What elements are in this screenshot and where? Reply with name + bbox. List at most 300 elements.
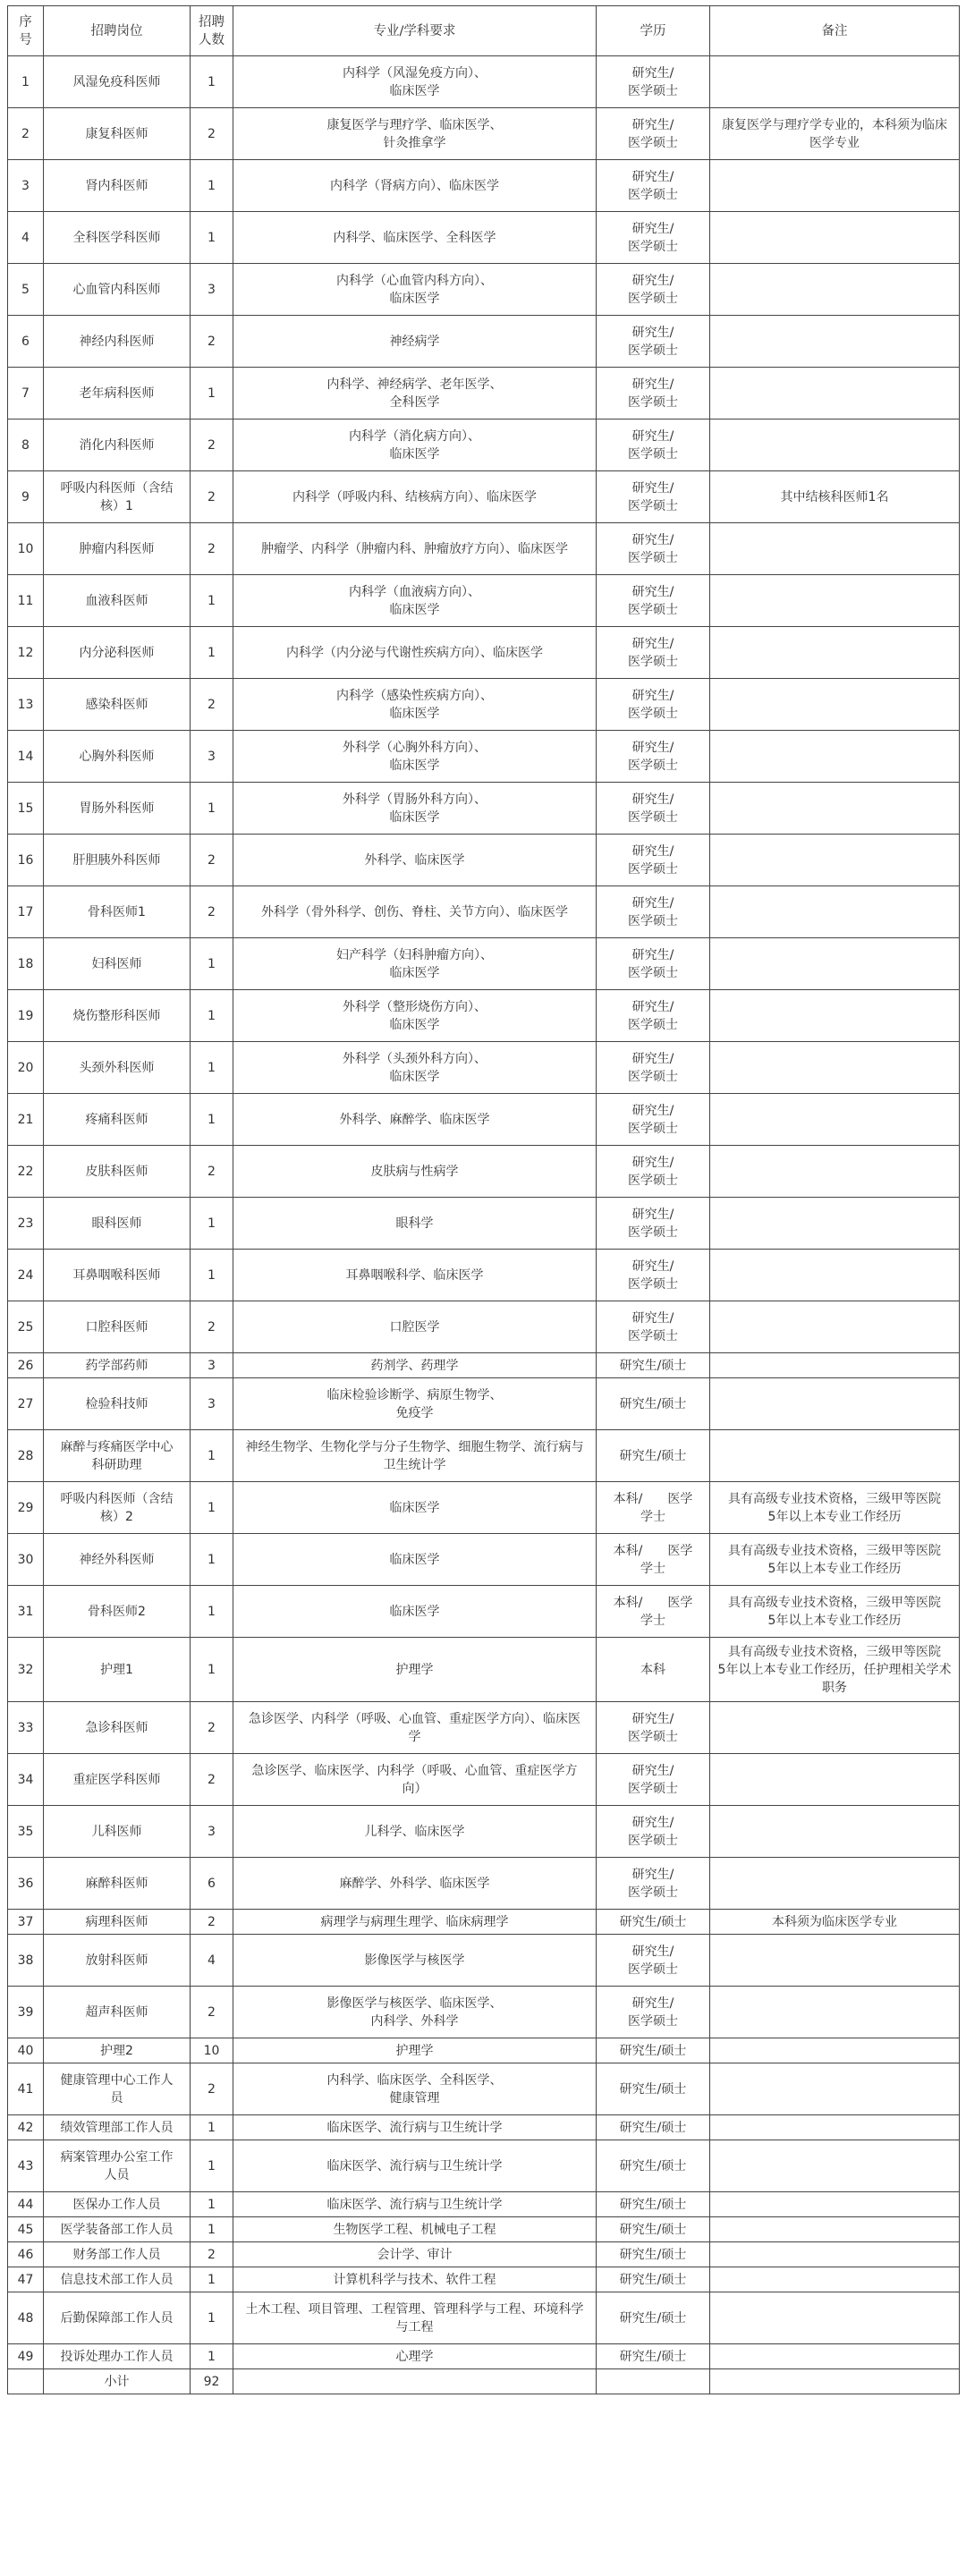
table-row	[8, 1042, 960, 1094]
seq-cell: 44	[8, 2192, 44, 2217]
major-cell: 病理学与病理生理学、临床病理学	[233, 1910, 597, 1935]
major-cell: 外科学、临床医学	[233, 835, 597, 886]
degree-cell: 研究生/ 医学硕士	[597, 56, 710, 108]
degree-cell: 研究生/ 医学硕士	[597, 1987, 710, 2038]
position-cell: 头颈外科医师	[44, 1042, 191, 1094]
count-cell: 1	[191, 1250, 233, 1301]
table-row	[8, 1198, 960, 1250]
degree-cell: 研究生/硕士	[597, 2267, 710, 2292]
seq-cell: 27	[8, 1378, 44, 1430]
count-cell: 2	[191, 1910, 233, 1935]
table-row	[8, 783, 960, 835]
seq-cell: 25	[8, 1301, 44, 1353]
major-cell: 外科学（胃肠外科方向）、 临床医学	[233, 783, 597, 835]
table-row	[8, 264, 960, 316]
count-cell: 1	[191, 2267, 233, 2292]
note-cell	[710, 160, 960, 212]
table-row	[8, 212, 960, 264]
total-label: 小计	[44, 2369, 191, 2394]
position-cell: 投诉处理办工作人员	[44, 2344, 191, 2369]
position-cell: 财务部工作人员	[44, 2242, 191, 2267]
seq-cell: 18	[8, 938, 44, 990]
seq-cell: 43	[8, 2140, 44, 2192]
table-row	[8, 1638, 960, 1702]
seq-cell: 35	[8, 1806, 44, 1858]
note-cell	[710, 1806, 960, 1858]
table-row	[8, 2242, 960, 2267]
count-cell: 6	[191, 1858, 233, 1910]
degree-cell: 研究生/硕士	[597, 2217, 710, 2242]
table-row	[8, 108, 960, 160]
major-cell: 外科学（整形烧伤方向）、 临床医学	[233, 990, 597, 1042]
major-cell: 外科学（心胸外科方向）、 临床医学	[233, 731, 597, 783]
count-cell: 1	[191, 1042, 233, 1094]
table-row	[8, 938, 960, 990]
seq-cell: 8	[8, 419, 44, 471]
degree-cell: 研究生/ 医学硕士	[597, 1042, 710, 1094]
major-cell: 临床检验诊断学、病原生物学、 免疫学	[233, 1378, 597, 1430]
major-cell: 护理学	[233, 1638, 597, 1702]
header-position: 招聘岗位	[44, 6, 191, 56]
table-row	[8, 2038, 960, 2063]
position-cell: 疼痛科医师	[44, 1094, 191, 1146]
degree-cell: 研究生/硕士	[597, 2192, 710, 2217]
degree-cell: 研究生/硕士	[597, 2038, 710, 2063]
seq-cell: 30	[8, 1534, 44, 1586]
note-cell	[710, 938, 960, 990]
count-cell: 2	[191, 1987, 233, 2038]
seq-cell: 20	[8, 1042, 44, 1094]
seq-cell: 29	[8, 1482, 44, 1534]
major-cell: 内科学、神经病学、老年医学、 全科医学	[233, 368, 597, 419]
degree-cell: 研究生/ 医学硕士	[597, 316, 710, 368]
seq-cell: 38	[8, 1935, 44, 1987]
note-cell	[710, 1430, 960, 1482]
major-cell: 内科学、临床医学、全科医学、 健康管理	[233, 2063, 597, 2115]
header-note: 备注	[710, 6, 960, 56]
major-cell: 影像医学与核医学	[233, 1935, 597, 1987]
position-cell: 病理科医师	[44, 1910, 191, 1935]
degree-cell: 研究生/硕士	[597, 2292, 710, 2344]
note-cell	[710, 1301, 960, 1353]
count-cell: 1	[191, 2217, 233, 2242]
count-cell: 1	[191, 1430, 233, 1482]
seq-cell: 41	[8, 2063, 44, 2115]
seq-cell: 31	[8, 1586, 44, 1638]
table-row	[8, 575, 960, 627]
table-row	[8, 2292, 960, 2344]
empty-cell	[597, 2369, 710, 2394]
major-cell: 内科学（消化病方向）、 临床医学	[233, 419, 597, 471]
seq-cell: 5	[8, 264, 44, 316]
degree-cell: 研究生/ 医学硕士	[597, 368, 710, 419]
position-cell: 神经内科医师	[44, 316, 191, 368]
seq-cell: 1	[8, 56, 44, 108]
degree-cell: 研究生/ 医学硕士	[597, 1301, 710, 1353]
seq-cell: 32	[8, 1638, 44, 1702]
degree-cell: 本科/ 医学 学士	[597, 1482, 710, 1534]
degree-cell: 研究生/ 医学硕士	[597, 1702, 710, 1754]
count-cell: 1	[191, 2344, 233, 2369]
major-cell: 康复医学与理疗学、临床医学、 针灸推拿学	[233, 108, 597, 160]
seq-cell: 24	[8, 1250, 44, 1301]
degree-cell: 研究生/ 医学硕士	[597, 264, 710, 316]
seq-cell: 12	[8, 627, 44, 679]
note-cell	[710, 264, 960, 316]
table-row	[8, 56, 960, 108]
degree-cell: 研究生/ 医学硕士	[597, 523, 710, 575]
seq-cell: 21	[8, 1094, 44, 1146]
count-cell: 10	[191, 2038, 233, 2063]
table-row	[8, 1094, 960, 1146]
degree-cell: 研究生/硕士	[597, 2242, 710, 2267]
note-cell	[710, 2267, 960, 2292]
count-cell: 1	[191, 1482, 233, 1534]
count-cell: 1	[191, 575, 233, 627]
major-cell: 眼科学	[233, 1198, 597, 1250]
degree-cell: 研究生/ 医学硕士	[597, 575, 710, 627]
note-cell	[710, 886, 960, 938]
major-cell: 神经生物学、生物化学与分子生物学、细胞生物学、流行病与 卫生统计学	[233, 1430, 597, 1482]
position-cell: 耳鼻咽喉科医师	[44, 1250, 191, 1301]
count-cell: 1	[191, 783, 233, 835]
degree-cell: 研究生/ 医学硕士	[597, 731, 710, 783]
count-cell: 1	[191, 2292, 233, 2344]
recruitment-table	[7, 5, 960, 2394]
table-row	[8, 1430, 960, 1482]
note-cell	[710, 835, 960, 886]
position-cell: 胃肠外科医师	[44, 783, 191, 835]
note-cell	[710, 1146, 960, 1198]
note-cell	[710, 1042, 960, 1094]
major-cell: 土木工程、项目管理、工程管理、管理科学与工程、环境科学 与工程	[233, 2292, 597, 2344]
note-cell	[710, 212, 960, 264]
table-row	[8, 1250, 960, 1301]
position-cell: 血液科医师	[44, 575, 191, 627]
major-cell: 耳鼻咽喉科学、临床医学	[233, 1250, 597, 1301]
table-row	[8, 1586, 960, 1638]
note-cell	[710, 2192, 960, 2217]
seq-cell: 2	[8, 108, 44, 160]
position-cell: 消化内科医师	[44, 419, 191, 471]
note-cell: 其中结核科医师1名	[710, 471, 960, 523]
major-cell: 神经病学	[233, 316, 597, 368]
table-row	[8, 1482, 960, 1534]
count-cell: 4	[191, 1935, 233, 1987]
count-cell: 1	[191, 627, 233, 679]
seq-cell: 26	[8, 1353, 44, 1378]
seq-cell: 33	[8, 1702, 44, 1754]
seq-cell: 14	[8, 731, 44, 783]
table-row	[8, 160, 960, 212]
position-cell: 麻醉科医师	[44, 1858, 191, 1910]
count-cell: 1	[191, 212, 233, 264]
major-cell: 护理学	[233, 2038, 597, 2063]
seq-cell: 34	[8, 1754, 44, 1806]
seq-cell: 7	[8, 368, 44, 419]
note-cell	[710, 1198, 960, 1250]
note-cell	[710, 783, 960, 835]
degree-cell: 本科	[597, 1638, 710, 1702]
position-cell: 心胸外科医师	[44, 731, 191, 783]
position-cell: 信息技术部工作人员	[44, 2267, 191, 2292]
table-row	[8, 368, 960, 419]
note-cell	[710, 2063, 960, 2115]
degree-cell: 研究生/ 医学硕士	[597, 1250, 710, 1301]
major-cell: 外科学（骨外科学、创伤、脊柱、关节方向）、临床医学	[233, 886, 597, 938]
note-cell	[710, 1702, 960, 1754]
note-cell	[710, 1353, 960, 1378]
seq-cell: 23	[8, 1198, 44, 1250]
note-cell	[710, 1094, 960, 1146]
header-degree: 学历	[597, 6, 710, 56]
degree-cell: 研究生/硕士	[597, 1353, 710, 1378]
empty-cell	[710, 2369, 960, 2394]
degree-cell: 研究生/ 医学硕士	[597, 938, 710, 990]
seq-cell: 36	[8, 1858, 44, 1910]
position-cell: 急诊科医师	[44, 1702, 191, 1754]
count-cell: 1	[191, 1586, 233, 1638]
table-row	[8, 1534, 960, 1586]
count-cell: 1	[191, 2115, 233, 2140]
degree-cell: 研究生/硕士	[597, 1378, 710, 1430]
degree-cell: 研究生/硕士	[597, 2063, 710, 2115]
position-cell: 后勤保障部工作人员	[44, 2292, 191, 2344]
note-cell	[710, 2115, 960, 2140]
table-row	[8, 1146, 960, 1198]
note-cell	[710, 1250, 960, 1301]
count-cell: 3	[191, 1806, 233, 1858]
count-cell: 2	[191, 1754, 233, 1806]
seq-cell: 22	[8, 1146, 44, 1198]
major-cell: 急诊医学、内科学（呼吸、心血管、重症医学方向）、临床医 学	[233, 1702, 597, 1754]
table-row	[8, 886, 960, 938]
table-row	[8, 1935, 960, 1987]
major-cell: 内科学（风湿免疫方向）、 临床医学	[233, 56, 597, 108]
major-cell: 内科学（血液病方向）、 临床医学	[233, 575, 597, 627]
position-cell: 呼吸内科医师（含结 核）2	[44, 1482, 191, 1534]
major-cell: 计算机科学与技术、软件工程	[233, 2267, 597, 2292]
table-row	[8, 2063, 960, 2115]
seq-cell: 9	[8, 471, 44, 523]
position-cell: 肿瘤内科医师	[44, 523, 191, 575]
major-cell: 妇产科学（妇科肿瘤方向）、 临床医学	[233, 938, 597, 990]
seq-cell: 16	[8, 835, 44, 886]
major-cell: 皮肤病与性病学	[233, 1146, 597, 1198]
seq-cell: 3	[8, 160, 44, 212]
note-cell: 本科须为临床医学专业	[710, 1910, 960, 1935]
note-cell	[710, 1378, 960, 1430]
degree-cell: 研究生/硕士	[597, 2140, 710, 2192]
degree-cell: 研究生/硕士	[597, 2344, 710, 2369]
degree-cell: 研究生/ 医学硕士	[597, 1146, 710, 1198]
empty-cell	[233, 2369, 597, 2394]
note-cell	[710, 627, 960, 679]
table-row	[8, 627, 960, 679]
count-cell: 2	[191, 108, 233, 160]
major-cell: 内科学（内分泌与代谢性疾病方向）、临床医学	[233, 627, 597, 679]
seq-cell: 46	[8, 2242, 44, 2267]
table-body	[8, 6, 960, 2394]
count-cell: 2	[191, 835, 233, 886]
table-row	[8, 1702, 960, 1754]
seq-cell: 39	[8, 1987, 44, 2038]
table-row	[8, 2192, 960, 2217]
position-cell: 健康管理中心工作人 员	[44, 2063, 191, 2115]
position-cell: 感染科医师	[44, 679, 191, 731]
position-cell: 呼吸内科医师（含结 核）1	[44, 471, 191, 523]
position-cell: 妇科医师	[44, 938, 191, 990]
position-cell: 神经外科医师	[44, 1534, 191, 1586]
note-cell	[710, 2344, 960, 2369]
degree-cell: 研究生/ 医学硕士	[597, 679, 710, 731]
degree-cell: 研究生/ 医学硕士	[597, 1754, 710, 1806]
note-cell	[710, 575, 960, 627]
major-cell: 心理学	[233, 2344, 597, 2369]
degree-cell: 研究生/ 医学硕士	[597, 1806, 710, 1858]
header-major: 专业/学科要求	[233, 6, 597, 56]
header-row	[8, 6, 960, 56]
seq-cell: 15	[8, 783, 44, 835]
table-row	[8, 419, 960, 471]
position-cell: 药学部药师	[44, 1353, 191, 1378]
major-cell: 儿科学、临床医学	[233, 1806, 597, 1858]
count-cell: 2	[191, 2242, 233, 2267]
count-cell: 1	[191, 2192, 233, 2217]
seq-cell: 10	[8, 523, 44, 575]
table-row	[8, 471, 960, 523]
position-cell: 检验科技师	[44, 1378, 191, 1430]
table-row	[8, 523, 960, 575]
count-cell: 1	[191, 938, 233, 990]
major-cell: 内科学（肾病方向）、临床医学	[233, 160, 597, 212]
major-cell: 临床医学	[233, 1482, 597, 1534]
position-cell: 皮肤科医师	[44, 1146, 191, 1198]
degree-cell: 研究生/ 医学硕士	[597, 627, 710, 679]
note-cell	[710, 1754, 960, 1806]
count-cell: 2	[191, 886, 233, 938]
position-cell: 风湿免疫科医师	[44, 56, 191, 108]
seq-cell: 28	[8, 1430, 44, 1482]
position-cell: 肾内科医师	[44, 160, 191, 212]
empty-cell	[8, 2369, 44, 2394]
note-cell	[710, 679, 960, 731]
major-cell: 影像医学与核医学、临床医学、 内科学、外科学	[233, 1987, 597, 2038]
degree-cell: 本科/ 医学 学士	[597, 1586, 710, 1638]
major-cell: 外科学（头颈外科方向）、 临床医学	[233, 1042, 597, 1094]
degree-cell: 研究生/ 医学硕士	[597, 886, 710, 938]
count-cell: 3	[191, 1378, 233, 1430]
major-cell: 临床医学、流行病与卫生统计学	[233, 2192, 597, 2217]
note-cell	[710, 56, 960, 108]
count-cell: 2	[191, 2063, 233, 2115]
note-cell	[710, 419, 960, 471]
position-cell: 医保办工作人员	[44, 2192, 191, 2217]
table-row	[8, 2267, 960, 2292]
degree-cell: 研究生/ 医学硕士	[597, 1094, 710, 1146]
position-cell: 病案管理办公室工作 人员	[44, 2140, 191, 2192]
major-cell: 内科学、临床医学、全科医学	[233, 212, 597, 264]
degree-cell: 研究生/ 医学硕士	[597, 1198, 710, 1250]
degree-cell: 研究生/ 医学硕士	[597, 1858, 710, 1910]
note-cell	[710, 2217, 960, 2242]
note-cell	[710, 316, 960, 368]
seq-cell: 49	[8, 2344, 44, 2369]
seq-cell: 47	[8, 2267, 44, 2292]
degree-cell: 研究生/硕士	[597, 1430, 710, 1482]
count-cell: 2	[191, 1702, 233, 1754]
seq-cell: 11	[8, 575, 44, 627]
count-cell: 3	[191, 264, 233, 316]
header-seq: 序 号	[8, 6, 44, 56]
major-cell: 急诊医学、临床医学、内科学（呼吸、心血管、重症医学方 向）	[233, 1754, 597, 1806]
position-cell: 骨科医师2	[44, 1586, 191, 1638]
major-cell: 生物医学工程、机械电子工程	[233, 2217, 597, 2242]
note-cell	[710, 368, 960, 419]
position-cell: 护理1	[44, 1638, 191, 1702]
degree-cell: 研究生/ 医学硕士	[597, 1935, 710, 1987]
total-count: 92	[191, 2369, 233, 2394]
table-row	[8, 1378, 960, 1430]
major-cell: 麻醉学、外科学、临床医学	[233, 1858, 597, 1910]
degree-cell: 研究生/ 医学硕士	[597, 990, 710, 1042]
count-cell: 1	[191, 2140, 233, 2192]
table-row	[8, 835, 960, 886]
count-cell: 1	[191, 368, 233, 419]
table-row	[8, 1301, 960, 1353]
position-cell: 超声科医师	[44, 1987, 191, 2038]
position-cell: 眼科医师	[44, 1198, 191, 1250]
seq-cell: 37	[8, 1910, 44, 1935]
note-cell: 具有高级专业技术资格，三级甲等医院 5年以上本专业工作经历	[710, 1534, 960, 1586]
count-cell: 1	[191, 1094, 233, 1146]
note-cell	[710, 1987, 960, 2038]
major-cell: 临床医学、流行病与卫生统计学	[233, 2115, 597, 2140]
count-cell: 2	[191, 1301, 233, 1353]
degree-cell: 研究生/ 医学硕士	[597, 471, 710, 523]
table-row	[8, 2115, 960, 2140]
major-cell: 内科学（心血管内科方向）、 临床医学	[233, 264, 597, 316]
note-cell	[710, 2292, 960, 2344]
major-cell: 内科学（感染性疾病方向）、 临床医学	[233, 679, 597, 731]
note-cell: 康复医学与理疗学专业的，本科须为临床 医学专业	[710, 108, 960, 160]
major-cell: 外科学、麻醉学、临床医学	[233, 1094, 597, 1146]
major-cell: 会计学、审计	[233, 2242, 597, 2267]
table-row	[8, 2140, 960, 2192]
note-cell: 具有高级专业技术资格，三级甲等医院 5年以上本专业工作经历	[710, 1482, 960, 1534]
major-cell: 临床医学、流行病与卫生统计学	[233, 2140, 597, 2192]
count-cell: 1	[191, 56, 233, 108]
header-count: 招聘 人数	[191, 6, 233, 56]
degree-cell: 本科/ 医学 学士	[597, 1534, 710, 1586]
position-cell: 麻醉与疼痛医学中心 科研助理	[44, 1430, 191, 1482]
major-cell: 临床医学	[233, 1586, 597, 1638]
note-cell	[710, 2140, 960, 2192]
degree-cell: 研究生/硕士	[597, 2115, 710, 2140]
position-cell: 儿科医师	[44, 1806, 191, 1858]
degree-cell: 研究生/ 医学硕士	[597, 108, 710, 160]
degree-cell: 研究生/硕士	[597, 1910, 710, 1935]
count-cell: 2	[191, 419, 233, 471]
degree-cell: 研究生/ 医学硕士	[597, 835, 710, 886]
note-cell	[710, 731, 960, 783]
count-cell: 1	[191, 1638, 233, 1702]
note-cell	[710, 523, 960, 575]
count-cell: 2	[191, 679, 233, 731]
major-cell: 药剂学、药理学	[233, 1353, 597, 1378]
count-cell: 2	[191, 471, 233, 523]
count-cell: 1	[191, 1534, 233, 1586]
